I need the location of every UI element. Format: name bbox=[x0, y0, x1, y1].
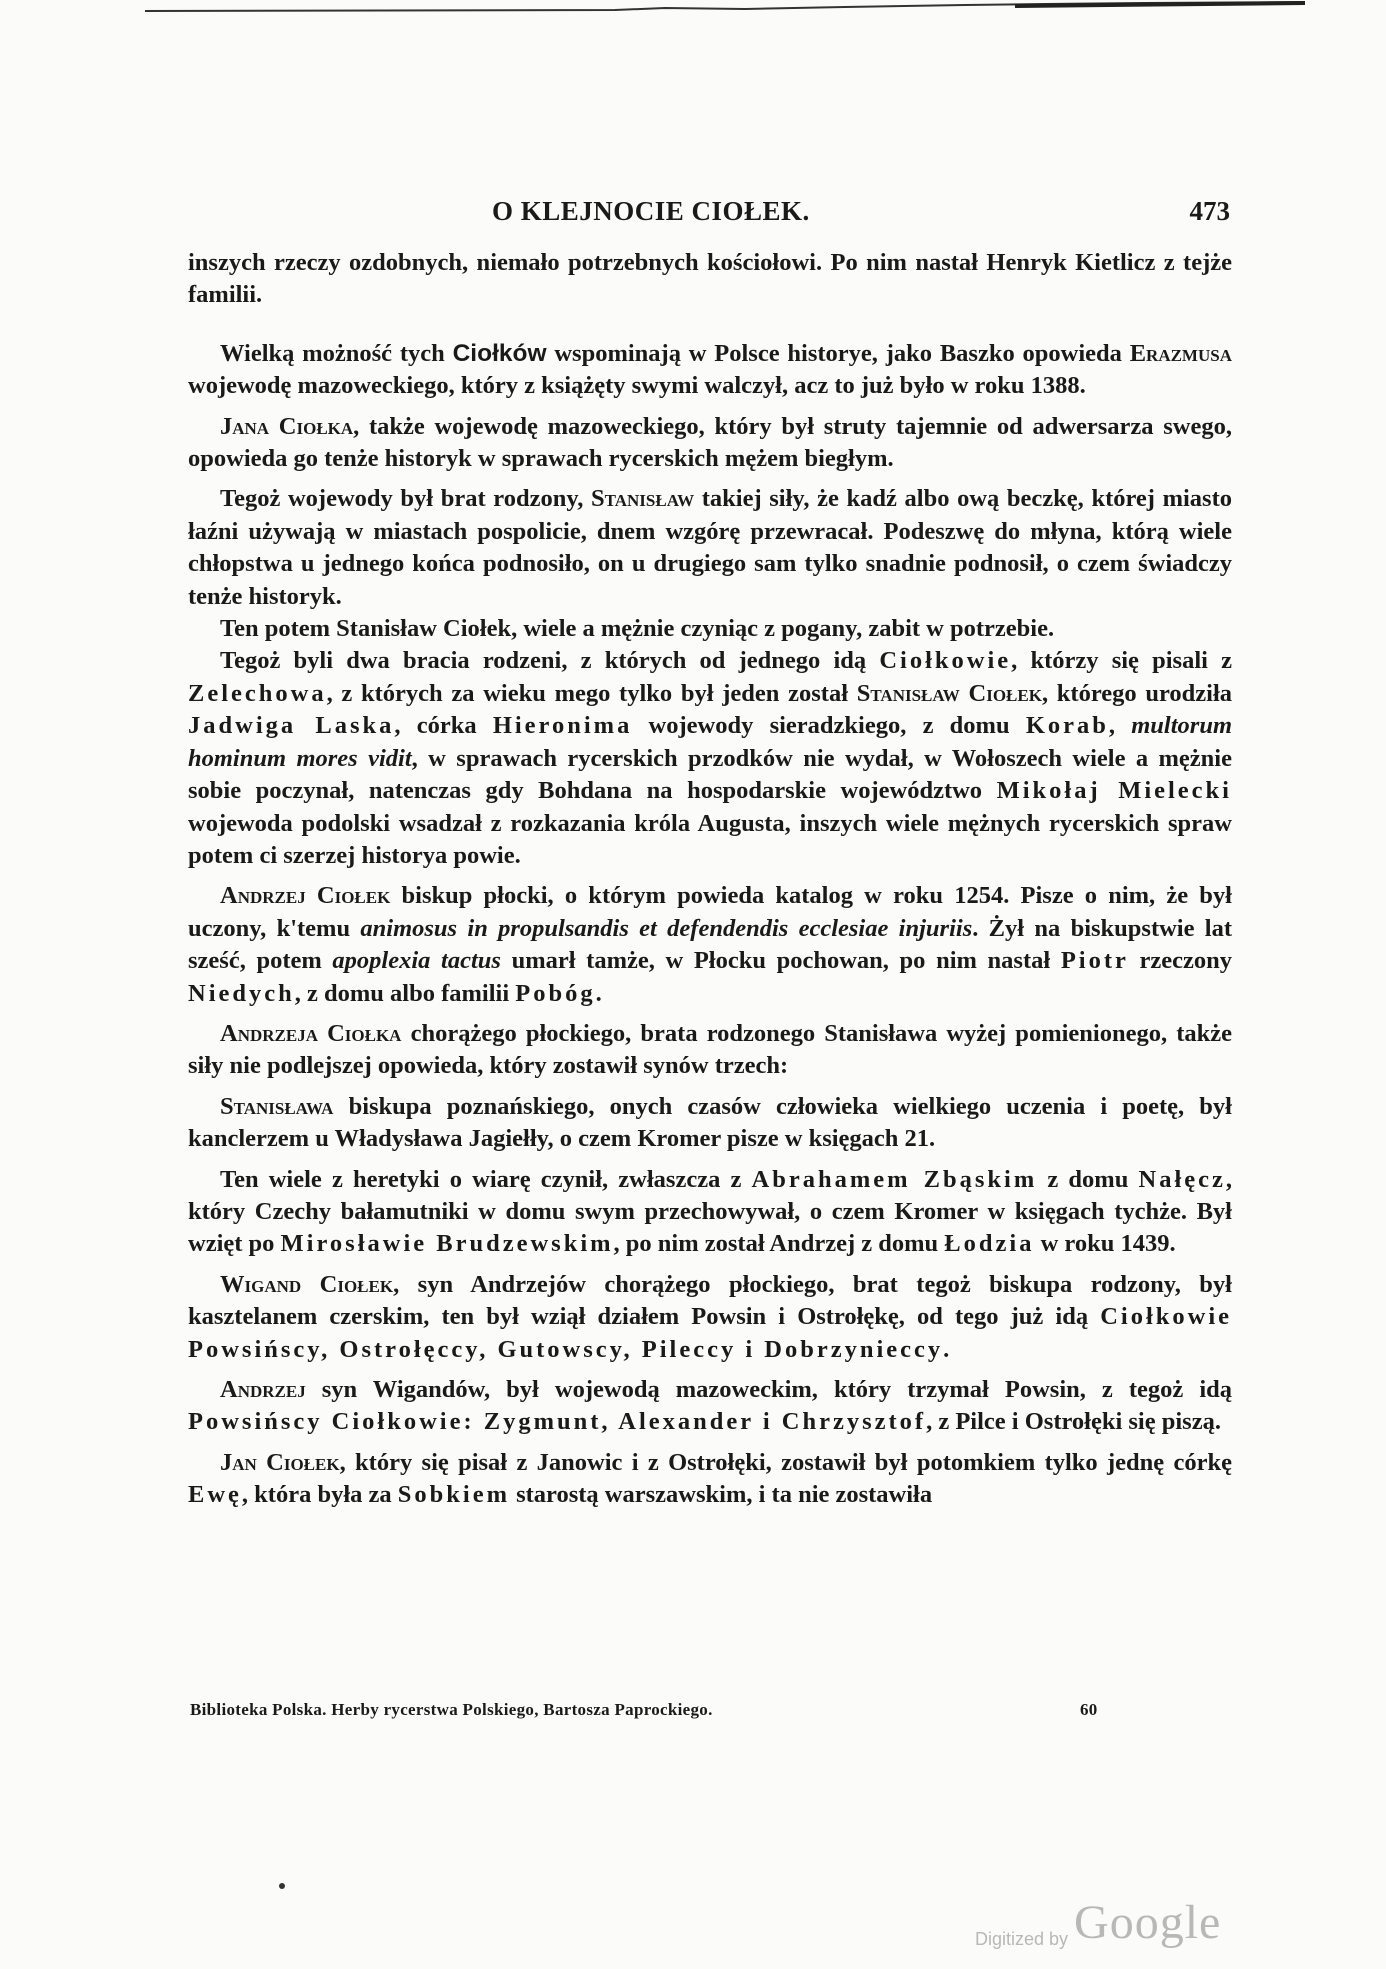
page-footer bbox=[190, 1700, 1230, 1720]
paragraph-11: Wigand Ciołek, syn Andrzejów chorążego płockiego, brat tegoż biskupa rodzony, był kasztelanem czerskim, ten był wziął działem Powsin i Ostrołękę, od tego już idą Ciołkowie Powsińscy, Ostrołęccy, Gutowscy, Pileccy i Dobrzynieccy. bbox=[188, 1270, 1232, 1363]
paragraph-2: Wielką możność tych Ciołków wspominają w Polsce historye, jako Baszko opowieda Erazmusa wojewodę mazoweckiego, który z książęty swymi walczył, acz to już było w roku 1388. bbox=[188, 339, 1232, 400]
stray-dot bbox=[279, 1883, 285, 1889]
paragraph-3: Jana Ciołka, także wojewodę mazoweckiego, który był struty tajemnie od adwersarza swego, opowieda go tenże historyk w sprawach rycerskich mężem biegłym. bbox=[188, 412, 1232, 473]
paragraph-13: Jan Ciołek, który się pisał z Janowic i z Ostrołęki, zostawił był potomkiem tylko jednę córkę Ewę, która była za Sobkiem starostą warszawskim, i ta nie zostawiła bbox=[188, 1448, 1232, 1509]
paragraph-5: Ten potem Stanisław Ciołek, wiele a mężnie czyniąc z pogany, zabit w potrzebie. bbox=[220, 615, 1055, 643]
watermark-prefix: Digitized by bbox=[975, 1929, 1069, 1949]
paragraph-9: Stanisława biskupa poznańskiego, onych czasów człowieka wielkiego uczenia i poetę, był kanclerzem u Władysława Jagiełły, o czem Kromer pisze w księgach 21. bbox=[188, 1092, 1232, 1153]
paragraph-8: Andrzeja Ciołka chorążego płockiego, brata rodzonego Stanisława wyżej pomienionego, także siły nie podlejszej opowieda, który zostawił synów trzech: bbox=[188, 1019, 1232, 1080]
paragraph-1: inszych rzeczy ozdobnych, niemało potrzebnych kościołowi. Po nim nastał Henryk Kietlicz z tejże familii. bbox=[188, 249, 1232, 309]
page-title: O KLEJNOCIE CIOŁEK. bbox=[492, 196, 810, 226]
paragraph-12: Andrzej syn Wigandów, był wojewodą mazoweckim, który trzymał Powsin, z tegoż idą Powsińscy Ciołkowie: Zygmunt, Alexander i Chrzysztof, z Pilce i Ostrołęki się piszą. bbox=[188, 1376, 1232, 1436]
paragraph-4: Tegoż wojewody był brat rodzony, Stanisław takiej siły, że kadź albo ową beczkę, której miasto łaźni używają w miastach pospolicie, dnem wzgórę przewracał. Podeszwę do młyna, którą wiele chłopstwa u jednego końca podnosiło, on u drugiego sam tylko snadnie podnosił, o czem świadczy tenże historyk. bbox=[188, 485, 1233, 610]
top-edge-rule bbox=[145, 0, 1305, 14]
google-logo: Google bbox=[1074, 1896, 1222, 1949]
body-text bbox=[188, 247, 1232, 1512]
paragraph-6: Tegoż byli dwa bracia rodzeni, z których od jednego idą Ciołkowie, którzy się pisali z Zelechowa, z których za wieku mego tylko był jeden został Stanisław Ciołek, którego urodziła Jadwiga Laska, córka Hieronima wojewody sieradzkiego, z domu Korab, multorum hominum mores vidit, w sprawach rycerskich przodków nie wydał, w Wołoszech wiele a mężnie sobie poczynał, natenczas gdy Bohdana na hospodarskie województwo Mikołaj Mielecki wojewoda podolski wsadzał z rozkazania króla Augusta, inszych wiele mężnych rycerskich spraw potem ci szerzej historya powie. bbox=[188, 647, 1233, 869]
page-number: 473 bbox=[1189, 196, 1230, 226]
digitized-watermark bbox=[975, 1895, 1221, 1950]
signature-mark: 60 bbox=[1080, 1700, 1098, 1719]
paragraph-10: Ten wiele z heretyki o wiarę czynił, zwłaszcza z Abrahamem Zbąskim z domu Nałęcz, który Czechy bałamutniki w domu swym przechowywał, o czem Kromer w księgach tychże. Był wzięt po Mirosławie Brudzewskim, po nim został Andrzej z domu Łodzia w roku 1439. bbox=[188, 1165, 1232, 1258]
paragraph-7: Andrzej Ciołek biskup płocki, o którym powieda katalog w roku 1254. Pisze o nim, że był uczony, k'temu animosus in propulsandis et defendendis ecclesiae injuriis. Żył na biskupstwie lat sześć, potem apoplexia tactus umarł tamże, w Płocku pochowan, po nim nastał Piotr rzeczony Niedych, z domu albo familii Pobóg. bbox=[188, 882, 1233, 1007]
footer-text: Biblioteka Polska. Herby rycerstwa Polskiego, Bartosza Paprockiego. bbox=[190, 1700, 713, 1719]
